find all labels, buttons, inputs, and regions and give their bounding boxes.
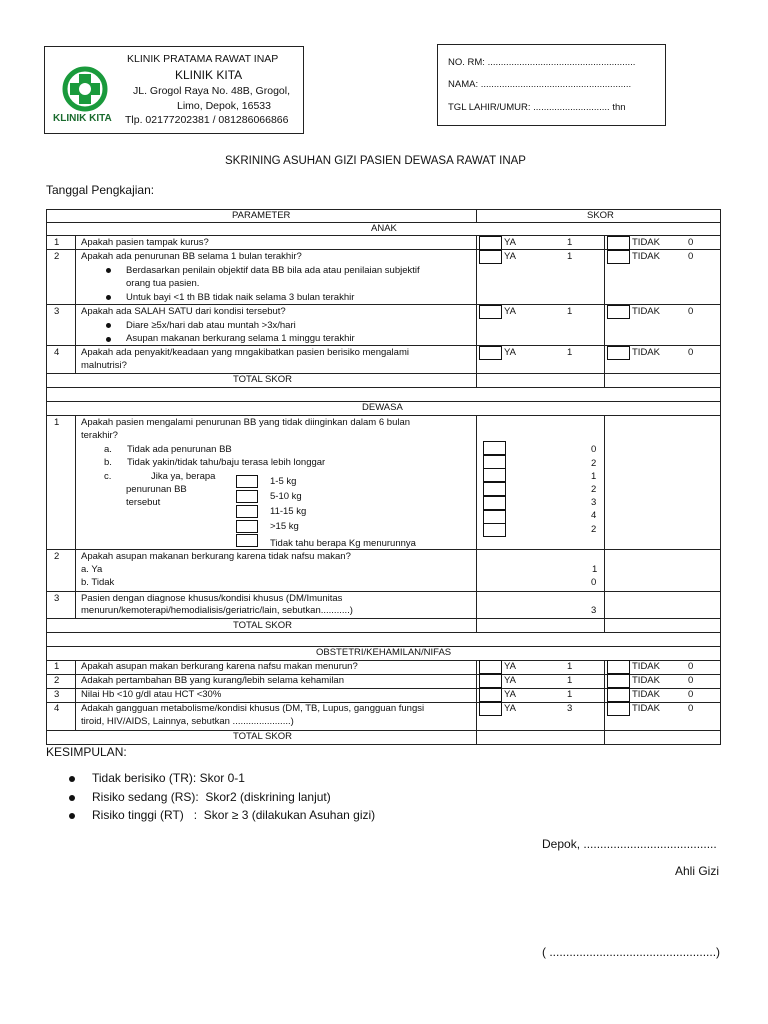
tidak-label: TIDAK [632, 347, 660, 358]
dewasa-q1-num: 1 [54, 417, 60, 428]
signature-line: ( ..................................................) [542, 945, 721, 959]
section-anak: ANAK [371, 223, 397, 234]
obs-q3-num: 3 [54, 689, 60, 700]
clinic-name: KLINIK KITA [175, 68, 243, 82]
kesimpulan-title: KESIMPULAN: [46, 745, 127, 759]
ya-label: YA [504, 689, 516, 700]
obs-q1-text: Apakah asupan makan berkurang karena nafsu makan menurun? [81, 661, 358, 672]
obs-q4-tidak-checkbox[interactable] [607, 702, 630, 716]
dewasa-total-skor: TOTAL SKOR [233, 620, 292, 631]
dewasa-option-1-5-checkbox[interactable] [236, 475, 258, 488]
anak-q4-num: 4 [54, 347, 60, 358]
dewasa-q1-score: 1 [591, 471, 597, 482]
tidak-score: 0 [688, 703, 694, 714]
tidak-label: TIDAK [632, 661, 660, 672]
bullet-icon [69, 813, 75, 819]
ya-label: YA [504, 675, 516, 686]
dewasa-q1-c-1: Jika ya, berapa [151, 471, 216, 482]
dewasa-q1-a: Tidak ada penurunan BB [127, 444, 232, 455]
dewasa-option-unknown-checkbox[interactable] [236, 534, 258, 547]
anak-q4-text-2: malnutrisi? [81, 360, 127, 371]
option-15plus-kg: >15 kg [270, 521, 299, 532]
obs-q2-tidak-checkbox[interactable] [607, 674, 630, 688]
obs-q4-text-2: tiroid, HIV/AIDS, Lainnya, sebutkan ......................) [81, 716, 294, 727]
bullet-icon [106, 295, 111, 300]
dewasa-q1-text-1: Apakah pasien mengalami penurunan BB yang tidak diinginkan dalam 6 bulan [81, 417, 411, 428]
clinic-phone: Tlp. 02177202381 / 081286066866 [125, 114, 289, 126]
tidak-label: TIDAK [632, 675, 660, 686]
obs-q1-tidak-checkbox[interactable] [607, 660, 630, 674]
dewasa-q1-score-checkbox-3[interactable] [483, 468, 506, 482]
anak-q3-tidak-checkbox[interactable] [607, 305, 630, 319]
dewasa-q1-score: 3 [591, 497, 597, 508]
tidak-label: TIDAK [632, 703, 660, 714]
section-dewasa: DEWASA [362, 402, 403, 413]
dewasa-q1-score-checkbox-5[interactable] [483, 496, 506, 510]
anak-q1-tidak-checkbox[interactable] [607, 236, 630, 250]
tidak-label: TIDAK [632, 237, 660, 248]
dewasa-q1-c-2: penurunan BB [126, 484, 187, 495]
clinic-address-1: JL. Grogol Raya No. 48B, Grogol, [133, 85, 290, 97]
kesimpulan-item: Tidak berisiko (TR): Skor 0-1 [92, 771, 245, 785]
dewasa-q1-score-checkbox-7[interactable] [483, 523, 506, 537]
kesimpulan-item: Risiko sedang (RS): Skor2 (diskrining lanjut) [92, 790, 331, 804]
no-rm-field: NO. RM: ........................................................ [448, 57, 636, 68]
dewasa-q1-a-label: a. [104, 444, 112, 455]
option-5-10kg: 5-10 kg [270, 491, 302, 502]
obs-q1-ya-checkbox[interactable] [479, 660, 502, 674]
bullet-icon [106, 268, 111, 273]
bullet-icon [106, 323, 111, 328]
anak-q2-ya-checkbox[interactable] [479, 250, 502, 264]
option-1-5kg: 1-5 kg [270, 476, 297, 487]
anak-total-skor: TOTAL SKOR [233, 374, 292, 385]
dewasa-q2-score-a: 1 [592, 564, 598, 575]
anak-q2-bullet-1b: orang tua pasien. [126, 278, 200, 289]
tidak-score: 0 [688, 347, 694, 358]
ya-label: YA [504, 306, 516, 317]
tanggal-pengkajian: Tanggal Pengkajian: [46, 183, 155, 197]
dewasa-q1-score: 2 [591, 458, 597, 469]
ya-label: YA [504, 661, 516, 672]
clinic-type: KLINIK PRATAMA RAWAT INAP [127, 53, 279, 65]
obs-q3-tidak-checkbox[interactable] [607, 688, 630, 702]
clinic-header [44, 46, 304, 134]
tidak-score: 0 [688, 675, 694, 686]
dewasa-q3-score: 3 [591, 605, 597, 616]
obs-q4-text-1: Adakah gangguan metabolisme/kondisi khusus (DM, TB, Lupus, gangguan fungsi [81, 703, 425, 714]
col-skor: SKOR [587, 210, 614, 221]
ya-label: YA [504, 703, 516, 714]
dewasa-q1-b-label: b. [104, 457, 112, 468]
anak-q1-num: 1 [54, 237, 60, 248]
tidak-label: TIDAK [632, 689, 660, 700]
anak-q1-text: Apakah pasien tampak kurus? [81, 237, 209, 248]
ya-label: YA [504, 237, 516, 248]
dewasa-q1-score-checkbox-4[interactable] [483, 482, 506, 496]
dewasa-q2-score-b: 0 [591, 577, 597, 588]
tidak-label: TIDAK [632, 306, 660, 317]
dewasa-q1-score-checkbox-6[interactable] [483, 510, 506, 524]
section-obstetri: OBSTETRI/KEHAMILAN/NIFAS [316, 647, 452, 658]
bullet-icon [69, 795, 75, 801]
dewasa-q3-text-2: menurun/kemoterapi/hemodialisis/geriatric/lain, sebutkan...........) [81, 605, 353, 616]
ya-score: 1 [567, 237, 573, 248]
dewasa-q1-score: 0 [591, 444, 597, 455]
anak-q2-text: Apakah ada penurunan BB selama 1 bulan terakhir? [81, 251, 302, 262]
anak-q3-bullet-2: Asupan makanan berkurang selama 1 minggu terakhir [126, 333, 355, 344]
dewasa-q1-text-2: terakhir? [81, 430, 118, 441]
anak-q2-bullet-1a: Berdasarkan penilain objektif data BB bila ada atau penilaian subjektif [126, 265, 420, 276]
anak-q3-ya-checkbox[interactable] [479, 305, 502, 319]
obs-q2-num: 2 [54, 675, 60, 686]
obs-q3-text: Nilai Hb <10 g/dl atau HCT <30% [81, 689, 222, 700]
signature-place-date: Depok, ........................................ [542, 837, 717, 851]
option-unknown: Tidak tahu berapa Kg menurunnya [270, 538, 416, 549]
logo-text: KLINIK KITA [53, 113, 112, 124]
option-11-15kg: 11-15 kg [270, 506, 307, 517]
dewasa-q3-num: 3 [54, 593, 60, 604]
ya-score: 1 [567, 675, 573, 686]
signature-role: Ahli Gizi [675, 864, 720, 878]
bullet-icon [106, 337, 111, 342]
dewasa-q1-score: 2 [591, 524, 597, 535]
obs-q2-ya-checkbox[interactable] [479, 674, 502, 688]
dewasa-q1-score: 4 [591, 510, 597, 521]
dewasa-q3-text-1: Pasien dengan diagnose khusus/kondisi khusus (DM/Imunitas [81, 593, 343, 604]
anak-q2-bullet-2: Untuk bayi <1 th BB tidak naik selama 3 bulan terakhir [126, 292, 355, 303]
obs-q2-text: Adakah pertambahan BB yang kurang/lebih selama kehamilan [81, 675, 344, 686]
ya-label: YA [504, 347, 516, 358]
obs-q4-ya-checkbox[interactable] [479, 702, 502, 716]
dewasa-q2-a: a. Ya [81, 564, 103, 575]
ya-score: 1 [567, 661, 573, 672]
dewasa-q2-num: 2 [54, 551, 60, 562]
dewasa-option-11-15-checkbox[interactable] [236, 505, 258, 518]
ya-score: 3 [567, 703, 573, 714]
dewasa-q1-c-3: tersebut [126, 497, 161, 508]
anak-q2-tidak-checkbox[interactable] [607, 250, 630, 264]
dewasa-option-15plus-checkbox[interactable] [236, 520, 258, 533]
anak-q4-ya-checkbox[interactable] [479, 346, 502, 360]
tidak-score: 0 [688, 689, 694, 700]
anak-q4-text-1: Apakah ada penyakit/keadaan yang mngakibatkan pasien berisiko mengalami [81, 347, 409, 358]
anak-q3-text: Apakah ada SALAH SATU dari kondisi tersebut? [81, 306, 286, 317]
col-parameter: PARAMETER [232, 210, 291, 221]
dewasa-q1-c-label: c. [104, 471, 112, 482]
clinic-address-2: Limo, Depok, 16533 [177, 100, 271, 112]
form-title: SKRINING ASUHAN GIZI PASIEN DEWASA RAWAT INAP [225, 155, 526, 167]
anak-q3-num: 3 [54, 306, 60, 317]
ya-score: 1 [567, 689, 573, 700]
obs-q3-ya-checkbox[interactable] [479, 688, 502, 702]
bullet-icon [69, 776, 75, 782]
obs-total-skor: TOTAL SKOR [233, 731, 292, 742]
tidak-score: 0 [688, 661, 694, 672]
anak-q2-num: 2 [54, 251, 60, 262]
anak-q1-ya-checkbox[interactable] [479, 236, 502, 250]
tidak-score: 0 [688, 251, 694, 262]
anak-q3-bullet-1: Diare ≥5x/hari dab atau muntah >3x/hari [126, 320, 296, 331]
dewasa-q1-score-checkbox-1[interactable] [483, 441, 506, 455]
obs-q1-num: 1 [54, 661, 60, 672]
ya-label: YA [504, 251, 516, 262]
ya-score: 1 [567, 306, 573, 317]
dewasa-q1-score-checkbox-2[interactable] [483, 455, 506, 469]
nama-field: NAMA: ......................................................... [448, 79, 632, 90]
tidak-score: 0 [688, 237, 694, 248]
ya-score: 1 [567, 347, 573, 358]
dewasa-option-5-10-checkbox[interactable] [236, 490, 258, 503]
tidak-score: 0 [688, 306, 694, 317]
dewasa-q1-b: Tidak yakin/tidak tahu/baju terasa lebih longgar [127, 457, 326, 468]
obs-q4-num: 4 [54, 703, 60, 714]
tgl-lahir-field: TGL LAHIR/UMUR: ............................. thn [448, 102, 626, 113]
dewasa-q2-text: Apakah asupan makanan berkurang karena tidak nafsu makan? [81, 551, 351, 562]
ya-score: 1 [567, 251, 573, 262]
tidak-label: TIDAK [632, 251, 660, 262]
dewasa-q1-score: 2 [591, 484, 597, 495]
kesimpulan-item: Risiko tinggi (RT) : Skor ≥ 3 (dilakukan Asuhan gizi) [92, 808, 376, 822]
patient-info-box [437, 44, 666, 126]
anak-q4-tidak-checkbox[interactable] [607, 346, 630, 360]
dewasa-q2-b: b. Tidak [81, 577, 115, 588]
